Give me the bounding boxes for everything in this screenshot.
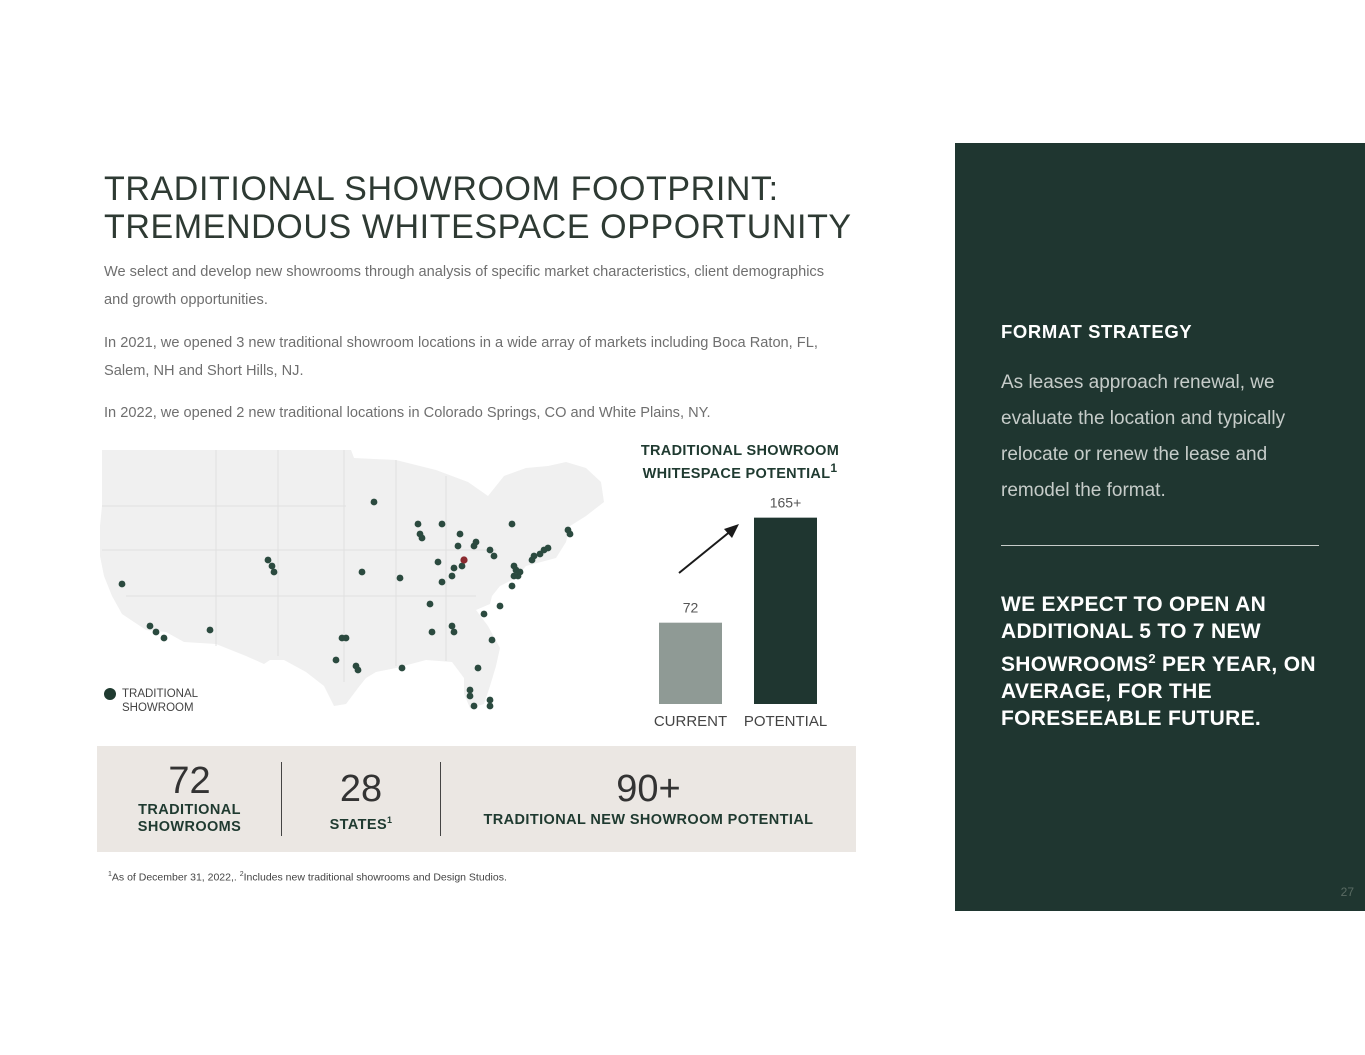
bar-value-label: 165+ <box>769 494 802 511</box>
showroom-dot <box>487 697 494 704</box>
showroom-dot <box>455 543 462 550</box>
legend-dot-icon <box>104 688 116 700</box>
showroom-dot <box>459 563 466 570</box>
bar-category-label: CURRENT <box>653 713 728 730</box>
showroom-dot <box>119 581 126 588</box>
showroom-dot <box>449 623 456 630</box>
showroom-dot <box>471 703 478 710</box>
page-title <box>104 170 852 246</box>
paragraph-2021: In 2021, we opened 3 new traditional showroom locations in a wide array of markets including Boca Raton, FL, Salem, NH and Short Hills, NJ. <box>104 335 818 379</box>
intro-paragraph: We select and develop new showrooms through analysis of specific market characteristics, client demographics and growth opportunities. <box>104 264 825 308</box>
stats-band <box>97 746 856 852</box>
showroom-dot <box>439 579 446 586</box>
growth-arrow-icon <box>679 530 732 573</box>
showroom-dot <box>153 629 160 636</box>
showroom-dot <box>481 611 488 618</box>
chart-title-line-1: TRADITIONAL SHOWROOM <box>640 443 840 459</box>
showroom-dot <box>435 559 442 566</box>
showroom-dot <box>467 687 474 694</box>
stat-states-label: STATES$^1$ <box>329 815 393 833</box>
bar-current <box>659 623 722 704</box>
showroom-dot <box>207 627 214 634</box>
showroom-dot <box>397 575 404 582</box>
showroom-dot <box>333 657 340 664</box>
showroom-dot <box>497 603 504 610</box>
showroom-growth-callout: WE EXPECT TO OPEN AN ADDITIONAL 5 TO 7 NEW SHOWROOMS$^2$ PER YEAR, ON AVERAGE, FOR THE FORESEEABLE FUTURE. <box>1001 593 1316 730</box>
stat-potential <box>457 768 840 829</box>
stat-divider <box>440 762 441 836</box>
format-strategy-panel <box>955 143 1365 911</box>
chart-title <box>612 443 868 483</box>
showroom-dot <box>415 521 422 528</box>
legend-label: TRADITIONAL SHOWROOM <box>122 688 198 714</box>
stat-states-number: 28 <box>339 768 383 810</box>
showroom-dot <box>427 601 434 608</box>
stat-showrooms <box>117 760 262 836</box>
us-land-shape <box>100 450 604 708</box>
stat-divider <box>281 762 282 836</box>
showroom-dot <box>451 629 458 636</box>
panel-divider <box>1001 545 1319 546</box>
showroom-dot <box>343 635 350 642</box>
showroom-dot <box>161 635 168 642</box>
showroom-dot <box>473 539 480 546</box>
bar-value-label: 72 <box>682 599 699 616</box>
showroom-dot <box>359 569 366 576</box>
title-line-1: TRADITIONAL SHOWROOM FOOTPRINT: <box>104 170 779 208</box>
showroom-dot <box>509 521 516 528</box>
showroom-dot <box>567 531 574 538</box>
showroom-dot <box>147 623 154 630</box>
showroom-dot <box>467 693 474 700</box>
showroom-dot <box>545 545 552 552</box>
page-number: 27 <box>1340 885 1354 899</box>
showroom-dot <box>439 521 446 528</box>
showroom-dot <box>451 565 458 572</box>
title-line-2: TREMENDOUS WHITESPACE OPPORTUNITY <box>104 208 852 246</box>
showroom-dot <box>491 553 498 560</box>
map-legend <box>104 687 212 715</box>
showroom-dot <box>429 629 436 636</box>
whitespace-bar-chart <box>612 480 868 740</box>
stat-potential-number: 90+ <box>616 768 681 810</box>
showroom-dot <box>487 547 494 554</box>
showroom-dot <box>531 553 538 560</box>
showroom-dot <box>457 531 464 538</box>
showroom-dot <box>399 665 406 672</box>
bar-potential <box>754 518 817 704</box>
showroom-dot <box>265 557 272 564</box>
showroom-dot <box>271 569 278 576</box>
chart-title-line-2: WHITESPACE POTENTIAL <box>642 465 831 482</box>
us-showroom-map <box>96 446 608 716</box>
showroom-dot <box>419 535 426 542</box>
format-strategy-heading: FORMAT STRATEGY <box>1001 321 1193 342</box>
stat-showrooms-label: TRADITIONAL SHOWROOMS <box>137 802 242 835</box>
new-showroom-dot <box>460 556 467 563</box>
showroom-dot <box>269 563 276 570</box>
stat-states <box>297 768 425 834</box>
showroom-dot <box>355 667 362 674</box>
stat-potential-label: TRADITIONAL NEW SHOWROOM POTENTIAL <box>483 812 814 828</box>
showroom-dot <box>475 665 482 672</box>
stat-showrooms-number: 72 <box>168 760 211 802</box>
footnote: $^1$As of December 31, 2022,. $^2$Includes new traditional showrooms and Design Studios. <box>108 871 507 884</box>
showroom-dot <box>509 583 516 590</box>
showroom-dot <box>517 569 524 576</box>
showroom-dot <box>487 703 494 710</box>
showroom-dot <box>449 573 456 580</box>
format-strategy-body: As leases approach renewal, we evaluate the location and typically relocate or renew the lease and remodel the format. <box>1001 372 1286 501</box>
paragraph-2022: In 2022, we opened 2 new traditional locations in Colorado Springs, CO and White Plains, NY. <box>104 405 711 421</box>
chart-title-footnote: 1 <box>830 461 838 475</box>
showroom-dot <box>489 637 496 644</box>
bar-category-label: POTENTIAL <box>743 713 828 730</box>
showroom-dot <box>371 499 378 506</box>
